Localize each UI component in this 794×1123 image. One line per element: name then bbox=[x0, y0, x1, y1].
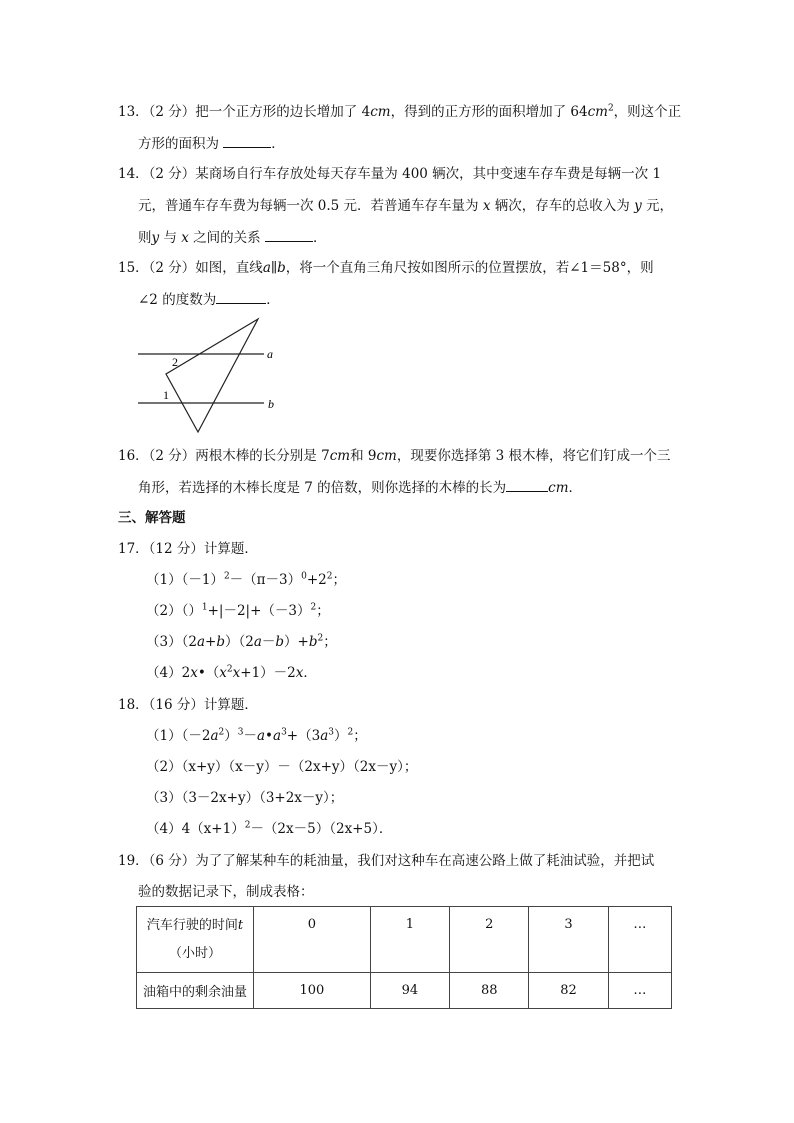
table-cell: … bbox=[608, 973, 671, 1009]
table-cell: … bbox=[608, 907, 671, 973]
table-cell: 0 bbox=[254, 907, 371, 973]
fuel-data-table bbox=[136, 906, 672, 1009]
q19-line1: 19．（6 分）为了了解某种车的耗油量，我们对这种车在高速公路上做了耗油试验，并把试 bbox=[118, 853, 655, 869]
answer-blank[interactable] bbox=[506, 477, 548, 492]
parallel-lines-triangle-figure bbox=[132, 312, 292, 436]
q14-line2: 元，普通车存车费为每辆一次 0.5 元．若普通车存车量为 x 辆次，存车的总收入为 y 元， bbox=[138, 198, 674, 214]
q15-line1: 15．（2 分）如图，直线a∥b，将一个直角三角尺按如图所示的位置摆放，若∠1＝58°，则 bbox=[118, 260, 654, 276]
q17-part3: $(3)(2a+b)(2a-b)+b^2$； bbox=[146, 633, 337, 650]
q19-line2: 验的数据记录下，制成表格： bbox=[138, 884, 314, 900]
q16-line1: 16．（2 分）两根木棒的长分别是 7cm和 9cm，现要你选择第 3 根木棒，将它们钉成一个三 bbox=[118, 448, 671, 464]
q17-title: 17．（12 分）计算题． bbox=[118, 541, 258, 557]
angle-2-label: 2 bbox=[172, 355, 178, 369]
q15-line2: ∠2 的度数为 ． bbox=[138, 289, 280, 310]
table-cell: 1 bbox=[370, 907, 449, 973]
q13-line1: 13．（2 分）把一个正方形的边长增加了 4cm，得到的正方形的面积增加了 $64cm^2$，则这个正 bbox=[118, 103, 682, 120]
table-cell: 100 bbox=[254, 973, 371, 1009]
q16-line2: 角形，若选择的木棒长度是 7 的倍数，则你选择的木棒的长为 cm． bbox=[138, 477, 582, 498]
label-b: b bbox=[268, 397, 274, 411]
q18-part2: （2）（x+y）（x－y）－（2x+y）（2x－y）； bbox=[146, 759, 418, 775]
table-header-cell: 汽车行驶的时间t （小时） bbox=[137, 907, 254, 973]
table-header-cell: 油箱中的剩余油量 bbox=[137, 973, 254, 1009]
q17-part1: $(1)(-1)^2-(\pi-3)^0+2^2$； bbox=[146, 571, 347, 588]
q14-line1: 14．（2 分）某商场自行车存放处每天存车量为 400 辆次，其中变速车存车费是每辆一次 1 bbox=[118, 166, 662, 182]
q13-line2: 方形的面积为 ． bbox=[138, 133, 285, 154]
q18-part4: $(4)4(x+1)^2-(2x-5)(2x+5)$． bbox=[146, 820, 393, 837]
table-cell: 94 bbox=[370, 973, 449, 1009]
table-cell: 88 bbox=[450, 973, 529, 1009]
q17-part2: $(2)()^1+|-2|+(-3)^2$； bbox=[146, 602, 330, 619]
q18-part1: $(1)(-2a^2)^3-a•a^3+(3a^3)^2$； bbox=[146, 727, 367, 744]
angle-1-label: 1 bbox=[163, 388, 169, 402]
table-cell: 3 bbox=[529, 907, 608, 973]
answer-blank[interactable] bbox=[223, 133, 271, 148]
q17-part4: $(4)2x•(x^2x+1)-2x$． bbox=[146, 664, 317, 681]
table-cell: 2 bbox=[450, 907, 529, 973]
table-row bbox=[137, 973, 672, 1009]
table-row bbox=[137, 907, 672, 973]
label-a: a bbox=[267, 347, 273, 361]
table-cell: 82 bbox=[529, 973, 608, 1009]
q14-line3: 则y 与 x 之间的关系 ． bbox=[138, 227, 326, 248]
answer-blank[interactable] bbox=[216, 289, 266, 304]
right-triangle bbox=[166, 319, 258, 432]
answer-blank[interactable] bbox=[265, 227, 313, 242]
q18-title: 18．（16 分）计算题． bbox=[118, 697, 258, 713]
section-heading: 三、解答题 bbox=[118, 510, 186, 526]
q18-part3: （3）（3－2x+y）（3+2x－y）； bbox=[146, 790, 344, 806]
